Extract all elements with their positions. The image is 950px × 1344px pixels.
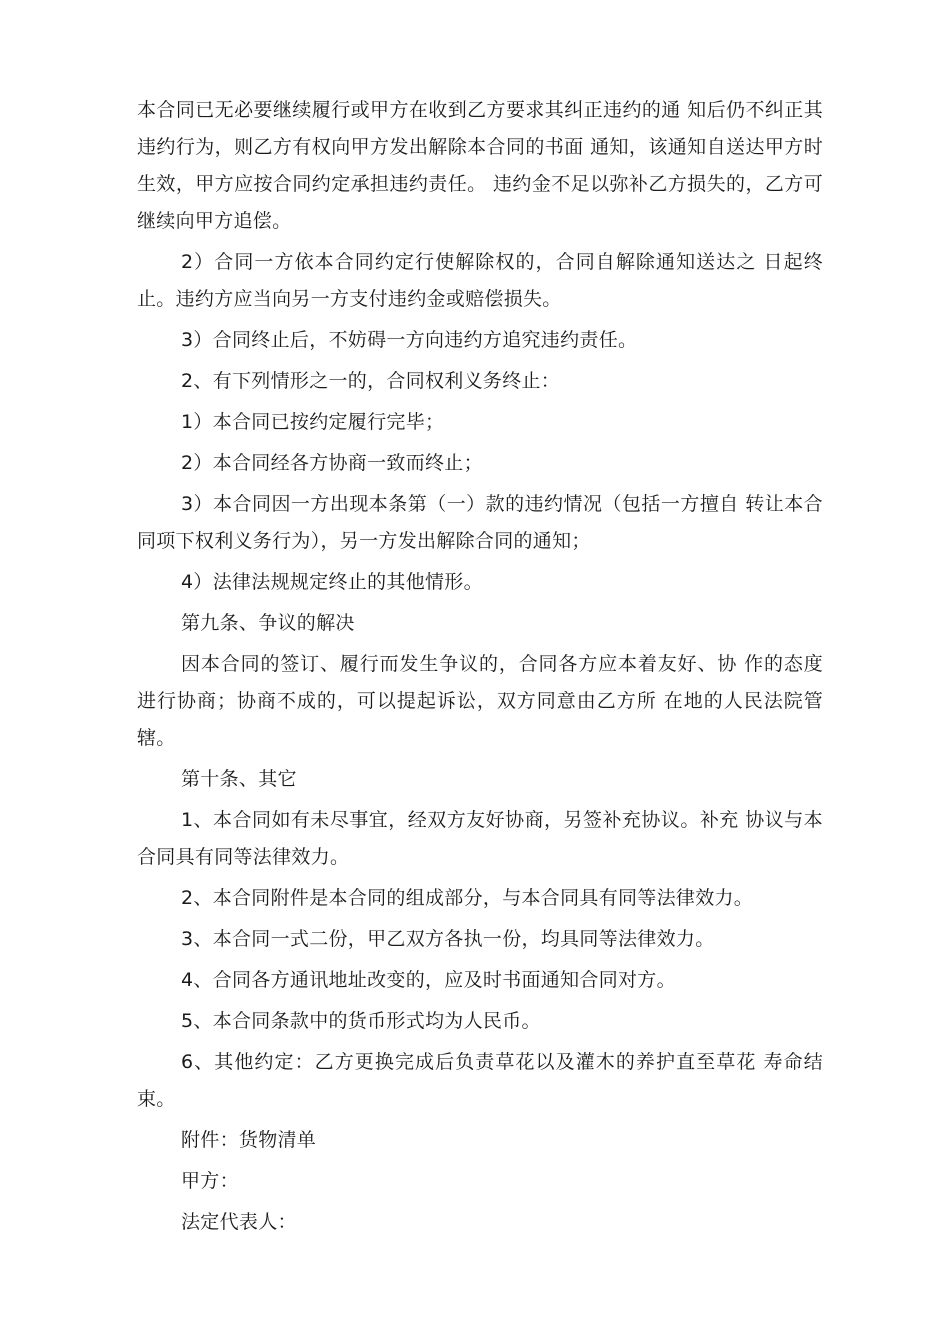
party-a-label: 甲方：: [181, 1170, 239, 1192]
section-heading-article-10: 第十条、其它: [181, 768, 297, 790]
list-item-mutual-agreement: 2）本合同经各方协商一致而终止；: [181, 452, 483, 474]
list-item-breach: 3）本合同因一方出现本条第（一）款的违约情况（包括一方擅自 转让本合同项下权利义务行为），另一方发出解除合同的通知；: [137, 493, 823, 552]
legal-representative-label: 法定代表人：: [181, 1211, 297, 1233]
paragraph-address-change: 4、合同各方通讯地址改变的，应及时书面通知合同对方。: [181, 969, 676, 991]
paragraph-other-agreements: 6、其他约定：乙方更换完成后负责草花以及灌木的养护直至草花 寿命结束。: [137, 1051, 823, 1110]
paragraph-currency: 5、本合同条款中的货币形式均为人民币。: [181, 1010, 541, 1032]
paragraph-rescission-right: 2）合同一方依本合同约定行使解除权的，合同自解除通知送达之 日起终止。违约方应当向另一方支付违约金或赔偿损失。: [137, 251, 823, 310]
paragraph-dispute-resolution: 因本合同的签订、履行而发生争议的，合同各方应本着友好、协 作的态度进行协商；协商不成的，可以提起诉讼，双方同意由乙方所 在地的人民法院管辖。: [137, 653, 823, 749]
list-item-legal: 4）法律法规规定终止的其他情形。: [181, 571, 483, 593]
paragraph-termination-conditions: 2、有下列情形之一的，合同权利义务终止：: [181, 370, 561, 392]
paragraph-attachments: 2、本合同附件是本合同的组成部分，与本合同具有同等法律效力。: [181, 887, 754, 909]
document-page: [137, 92, 823, 1245]
attachment-label: 附件：货物清单: [181, 1129, 317, 1151]
paragraph-liability-after-termination: 3）合同终止后，不妨碍一方向违约方追究违约责任。: [181, 329, 638, 351]
list-item-performed: 1）本合同已按约定履行完毕；: [181, 411, 445, 433]
section-heading-article-9: 第九条、争议的解决: [181, 612, 355, 634]
paragraph-termination-continued: 本合同已无必要继续履行或甲方在收到乙方要求其纠正违约的通 知后仍不纠正其违约行为，则乙方有权向甲方发出解除本合同的书面 通知，该通知自送达甲方时生效，甲方应按合同约定承担违约责任。 违约金不足以弥补乙方损失的，乙方可继续向甲方追偿。: [137, 99, 823, 232]
paragraph-supplementary: 1、本合同如有未尽事宜，经双方友好协商，另签补充协议。补充 协议与本合同具有同等法律效力。: [137, 809, 823, 868]
paragraph-copies: 3、本合同一式二份，甲乙双方各执一份，均具同等法律效力。: [181, 928, 715, 950]
